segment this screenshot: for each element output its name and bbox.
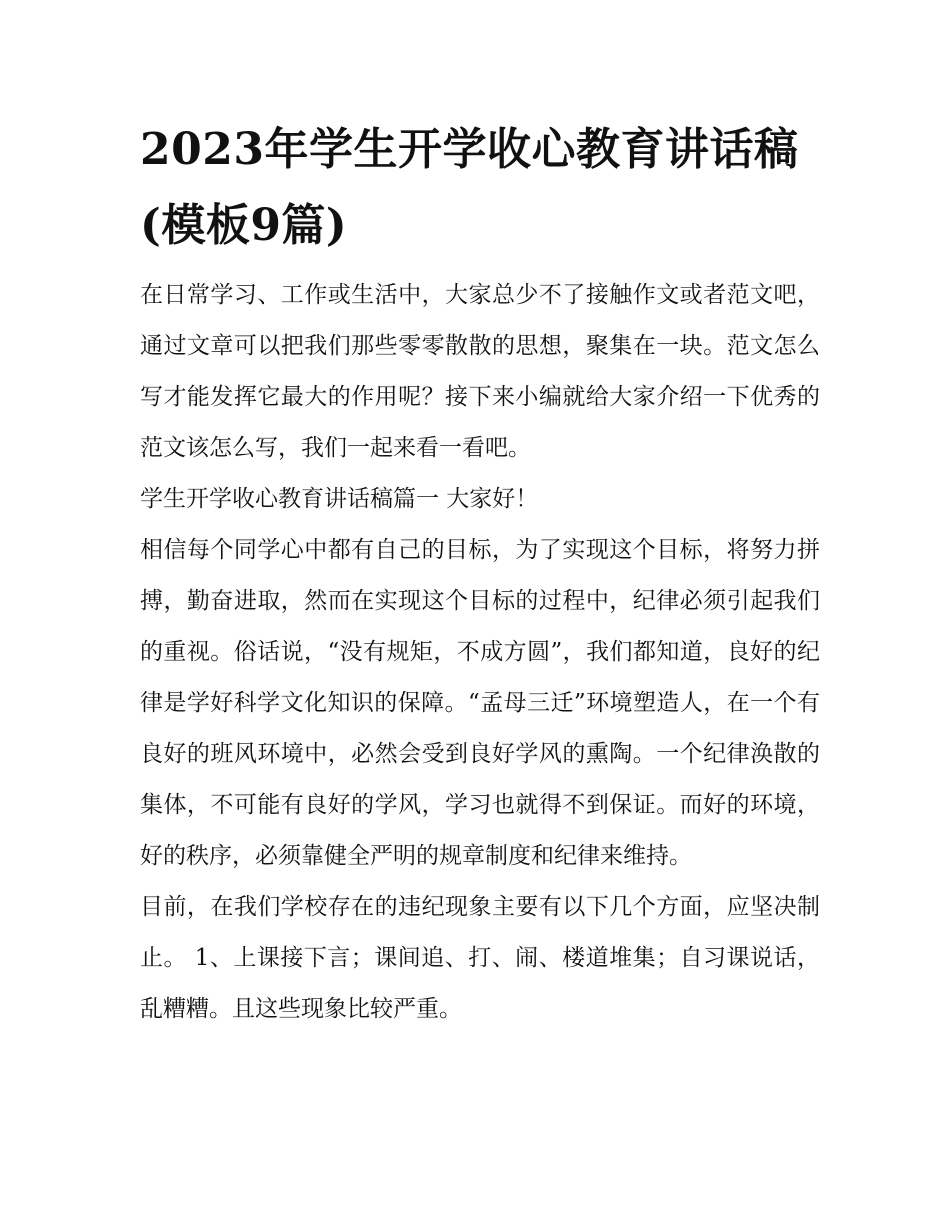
paragraph-violations: 目前，在我们学校存在的违纪现象主要有以下几个方面，应坚决制止。 1、上课接下言；课间追、打、闹、楼道堆集；自习课说话，乱糟糟。且这些现象比较严重。	[140, 894, 820, 1022]
paragraph-intro: 在日常学习、工作或生活中，大家总少不了接触作文或者范文吧，通过文章可以把我们那些零零散散的思想，聚集在一块。范文怎么写才能发挥它最大的作用呢？接下来小编就给大家介绍一下优秀的范文该怎么写，我们一起来看一看吧。	[140, 282, 820, 461]
paragraph-discipline: 相信每个同学心中都有自己的目标，为了实现这个目标，将努力拼搏，勤奋进取，然而在实现这个目标的过程中，纪律必须引起我们的重视。俗话说，“没有规矩，不成方圆”，我们都知道，良好的纪律是学好科学文化知识的保障。“孟母三迁”环境塑造人，在一个有良好的班风环境中，必然会受到良好学风的熏陶。一个纪律涣散的集体，不可能有良好的学风，学习也就得不到保证。而好的环境，好的秩序，必须靠健全严明的规章制度和纪律来维持。	[140, 537, 820, 869]
document-body	[140, 112, 820, 1035]
document-title: 2023年学生开学收心教育讲话稿(模板9篇)	[140, 124, 799, 251]
paragraph-section-heading: 学生开学收心教育讲话稿篇一 大家好！	[140, 486, 539, 512]
